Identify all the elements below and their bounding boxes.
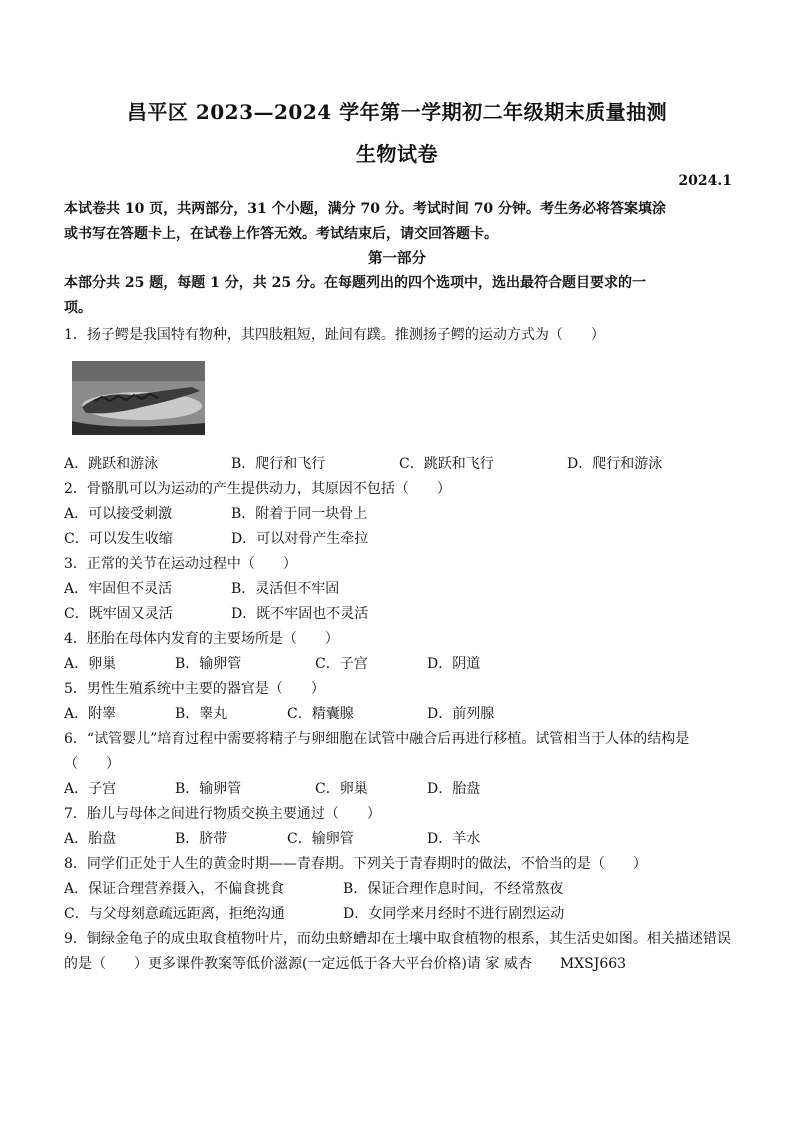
q1-option-c: C．跳跃和飞行: [399, 456, 494, 472]
q5-option-b: B．睾丸: [175, 706, 228, 722]
q2-option-b: B．附着于同一块骨上: [231, 506, 368, 522]
q2-option-c: C．可以发生收缩: [64, 531, 173, 547]
part-instructions-1: 本部分共 25 题，每题 1 分，共 25 分。在每题列出的四个选项中，选出最符合题目要求的一: [64, 275, 646, 291]
q4-option-b: B．输卵管: [175, 656, 242, 672]
question-3-stem: 3．正常的关节在运动过程中（ ）: [64, 556, 297, 572]
q5-option-d: D．前列腺: [427, 706, 495, 722]
part-heading: 第一部分: [368, 250, 426, 267]
part-instructions-2: 项。: [64, 300, 92, 316]
q4-option-a: A．卵巢: [64, 656, 117, 672]
question-4-stem: 4．胚胎在母体内发育的主要场所是（ ）: [64, 631, 339, 647]
q1-option-d: D．爬行和游泳: [567, 456, 663, 472]
exam-subtitle: 生物试卷: [356, 142, 438, 166]
q3-option-d: D．既不牢固也不灵活: [231, 606, 369, 622]
question-8-stem: 8．同学们正处于人生的黄金时期——青春期。下列关于青春期时的做法，不恰当的是（ ）: [64, 856, 647, 872]
q7-option-c: C．输卵管: [287, 831, 354, 847]
q1-option-a: A．跳跃和游泳: [64, 456, 159, 472]
q8-option-b: B．保证合理作息时间，不经常熬夜: [343, 881, 564, 897]
q8-option-c: C．与父母刻意疏远距离，拒绝沟通: [64, 906, 285, 922]
q3-option-b: B．灵活但不牢固: [231, 581, 340, 597]
alligator-photo: [72, 361, 205, 435]
question-6-stem: 6．“试管婴儿”培育过程中需要将精子与卵细胞在试管中融合后再进行移植。试管相当于人体的结构是: [64, 731, 690, 747]
q7-option-a: A．胎盘: [64, 831, 117, 847]
question-9-stem-cont: 的是（ ）更多课件教案等低价滋源(一定远低于各大平台价格)请 家 威杏 MXSJ663: [64, 956, 627, 972]
q4-option-d: D．阴道: [427, 656, 481, 672]
q6-option-c: C．卵巢: [315, 781, 368, 797]
q6-option-b: B．输卵管: [175, 781, 242, 797]
q6-option-d: D．胎盘: [427, 781, 481, 797]
question-6-stem-cont: （ ）: [64, 756, 120, 772]
q2-option-d: D．可以对骨产生牵拉: [231, 531, 369, 547]
question-5-stem: 5．男性生殖系统中主要的器官是（ ）: [64, 681, 325, 697]
exam-date: 2024.1: [678, 173, 732, 189]
alligator-illustration: [72, 361, 205, 435]
q7-option-d: D．羊水: [427, 831, 481, 847]
q5-option-c: C．精囊腺: [287, 706, 354, 722]
q8-option-d: D．女同学来月经时不进行剧烈运动: [343, 906, 565, 922]
q4-option-c: C．子宫: [315, 656, 368, 672]
q7-option-b: B．脐带: [175, 831, 228, 847]
q3-option-c: C．既牢固又灵活: [64, 606, 173, 622]
intro-line-2: 或书写在答题卡上，在试卷上作答无效。考试结束后，请交回答题卡。: [64, 226, 498, 242]
question-9-stem: 9．铜绿金龟子的成虫取食植物叶片，而幼虫蛴螬却在土壤中取食植物的根系，其生活史如图。相关描述错误: [64, 931, 731, 947]
q1-option-b: B．爬行和飞行: [231, 456, 326, 472]
q3-option-a: A．牢固但不灵活: [64, 581, 173, 597]
q5-option-a: A．附睾: [64, 706, 117, 722]
q6-option-a: A．子宫: [64, 781, 117, 797]
q8-option-a: A．保证合理营养摄入，不偏食挑食: [64, 881, 285, 897]
q2-option-a: A．可以接受刺激: [64, 506, 173, 522]
question-1-stem: 1．扬子鳄是我国特有物种，其四肢粗短，趾间有蹼。推测扬子鳄的运动方式为（ ）: [64, 327, 605, 343]
question-7-stem: 7．胎儿与母体之间进行物质交换主要通过（ ）: [64, 806, 381, 822]
question-2-stem: 2．骨骼肌可以为运动的产生提供动力，其原因不包括（ ）: [64, 481, 451, 497]
exam-title: 昌平区 2023—2024 学年第一学期初二年级期末质量抽测: [126, 100, 668, 124]
intro-line-1: 本试卷共 10 页，共两部分，31 个小题，满分 70 分。考试时间 70 分钟。考生务必将答案填涂: [64, 201, 667, 217]
